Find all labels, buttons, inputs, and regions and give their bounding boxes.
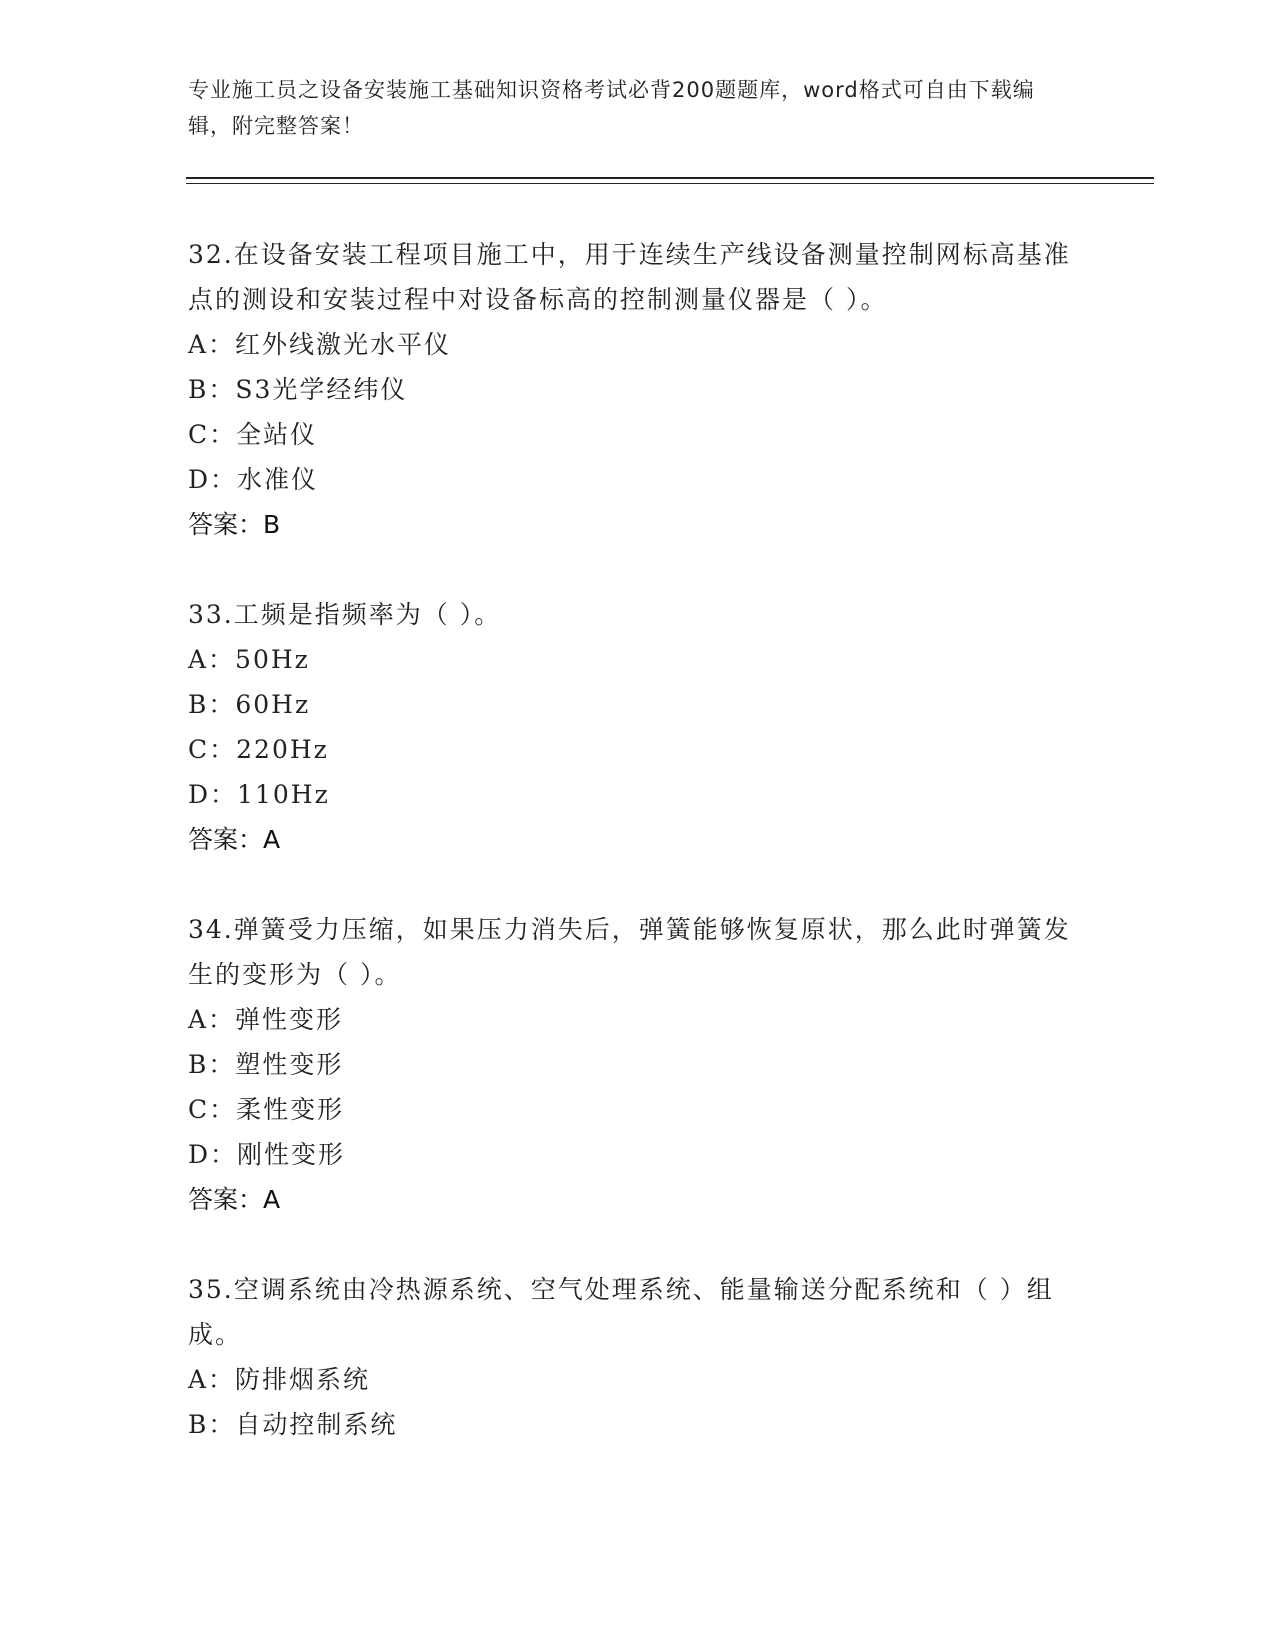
option-a: A：红外线激光水平仪	[188, 330, 452, 359]
option-d: D：110Hz	[188, 780, 330, 809]
question-spacer	[188, 862, 1088, 907]
option-b: B：塑性变形	[188, 1050, 344, 1079]
question-32	[188, 232, 1088, 547]
header-rule-thick	[186, 177, 1154, 179]
option-a: A：弹性变形	[188, 1005, 344, 1034]
option-c: C：全站仪	[188, 420, 318, 449]
option-a: A：50Hz	[188, 645, 310, 674]
option-d: D：水准仪	[188, 465, 319, 494]
header-rule-thin	[186, 183, 1154, 184]
question-33	[188, 592, 1088, 862]
answer-line: 答案：A	[188, 1185, 281, 1214]
question-stem: 33.工频是指频率为（ ）。	[188, 600, 502, 629]
option-d: D：刚性变形	[188, 1140, 346, 1169]
option-b: B：60Hz	[188, 690, 311, 719]
option-c: C：220Hz	[188, 735, 329, 764]
option-a: A：防排烟系统	[188, 1365, 371, 1394]
answer-line: 答案：B	[188, 510, 281, 539]
document-header: 专业施工员之设备安装施工基础知识资格考试必背200题题库，word格式可自由下载编辑，附完整答案！	[188, 78, 1035, 138]
question-spacer	[188, 547, 1088, 592]
question-stem: 32.在设备安装工程项目施工中，用于连续生产线设备测量控制网标高基准点的测设和安装过程中对设备标高的控制测量仪器是（ ）。	[188, 240, 1071, 314]
question-35	[188, 1267, 1088, 1447]
question-34	[188, 907, 1088, 1222]
question-stem: 35.空调系统由冷热源系统、空气处理系统、能量输送分配系统和（ ）组成。	[188, 1275, 1054, 1349]
option-b: B：S3光学经纬仪	[188, 375, 408, 404]
answer-line: 答案：A	[188, 825, 281, 854]
question-stem: 34.弹簧受力压缩，如果压力消失后，弹簧能够恢复原状，那么此时弹簧发生的变形为（ ）。	[188, 915, 1071, 989]
option-c: C：柔性变形	[188, 1095, 345, 1124]
question-list	[188, 232, 1088, 1447]
question-spacer	[188, 1222, 1088, 1267]
option-b: B：自动控制系统	[188, 1410, 398, 1439]
